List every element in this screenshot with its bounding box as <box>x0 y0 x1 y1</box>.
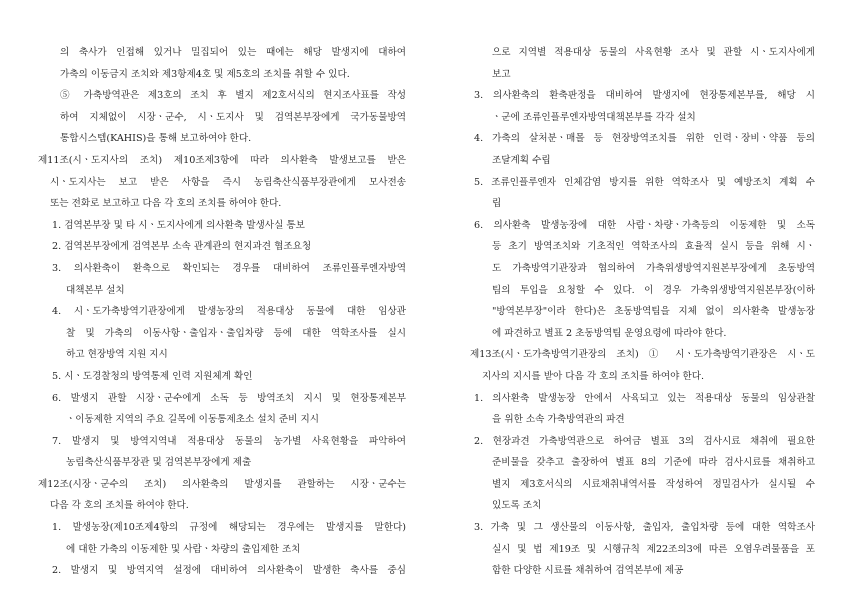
text-line: 3. 의사환축의 환축판정을 대비하여 발생지에 현장통제본부를, 해당 시 <box>474 90 815 102</box>
text-line: 다음 각 호의 조치를 하여야 한다. <box>50 500 189 512</box>
text-line: 가축의 이동금지 조치와 제3항제4호 및 제5호의 조치를 취할 수 있다. <box>60 68 350 80</box>
text-line: 대책본부 설치 <box>66 284 125 296</box>
text-line: 있도록 조치 <box>492 500 542 512</box>
text-line: 하고 현장방역 지원 지시 <box>66 349 168 361</box>
text-line: 4. 가축의 살처분ㆍ매몰 등 현장방역조치를 위한 인력ㆍ장비ㆍ약품 등의 <box>474 133 815 145</box>
text-line: 2. 검역본부장에게 검역본부 소속 관계관의 현지과견 협조요청 <box>52 241 312 253</box>
text-line: 또는 전화로 보고하고 다음 각 호의 조치를 하여야 한다. <box>50 198 282 210</box>
text-line: 통합시스템(KAHIS)을 통해 보고하여야 한다. <box>60 133 252 145</box>
text-line: 찰 및 가축의 이동사항ㆍ출입자ㆍ출입차량 등에 대한 역학조사를 실시 <box>66 327 406 339</box>
text-line: 농림축산식품부장관 및 검역본부장에게 제출 <box>66 457 252 469</box>
text-line: 도 가축방역기관장과 협의하여 가축위생방역지원본부장에게 초동방역 <box>492 262 815 274</box>
text-line: 조달계획 수립 <box>492 154 551 166</box>
text-line: 6. 의사환축 발생농장에 대한 사람ㆍ차량ㆍ가축등의 이동제한 및 소독 <box>474 219 815 231</box>
text-line: 5. 조류인플루엔자 인체감염 방지를 위한 역학조사 및 예방조치 계획 수 <box>474 176 815 188</box>
text-line: 제13조(시ㆍ도가축방역기관장의 조치) ① 시ㆍ도가축방역기관장은 시ㆍ도 <box>470 349 815 361</box>
text-line: 을 위한 소속 가축방역관의 파견 <box>492 414 625 426</box>
text-line: 2. 발생지 및 방역지역 설정에 대비하여 의사환축이 발생한 축사를 중심 <box>52 565 406 577</box>
text-line: 제11조(시ㆍ도지사의 조치) 제10조제3항에 따라 의사환축 발생보고를 받은 <box>38 154 406 166</box>
text-line: 2. 현장과견 가축방역관으로 하여금 별표 3의 검사시료 채취에 필요한 <box>474 435 815 447</box>
text-line: 1. 발생농장(제10조제4항의 규정에 해당되는 경우에는 발생지를 말한다) <box>52 522 406 534</box>
text-line: 6. 발생지 관할 시장ㆍ군수에게 소독 등 방역조치 지시 및 현장통제본부 <box>52 392 406 404</box>
text-line: 시ㆍ도지사는 보고 받은 사항을 즉시 농림축산식품부장관에게 모사전송 <box>50 176 406 188</box>
text-line: 의 축사가 인접해 있거나 밀집되어 있는 때에는 해당 발생지에 대하여 <box>60 47 406 58</box>
text-line: 보고 <box>492 68 511 80</box>
text-line: 4. 시ㆍ도가축방역기관장에게 발생농장의 적용대상 동물에 대한 임상관 <box>52 306 406 318</box>
text-line: 제12조(시장ㆍ군수의 조치) 의사환축의 발생지를 관할하는 시장ㆍ군수는 <box>38 478 406 490</box>
text-line: 에 대한 가축의 이동제한 및 사람ㆍ차량의 출입제한 조치 <box>66 543 301 555</box>
text-line: 립 <box>492 198 502 210</box>
text-line: 실시 및 법 제19조 및 시행규칙 제22조의3에 따른 오염우려물품을 포 <box>492 543 815 555</box>
text-line: 에 파견하고 별표 2 초동방역팀 운영요령에 따라야 한다. <box>492 327 727 339</box>
text-line: 1. 검역본부장 및 타 시ㆍ도지사에게 의사환축 발생사실 통보 <box>52 219 305 231</box>
text-line: 준비물을 갖추고 출장하여 별표 8의 기준에 따라 검사시료를 채취하고 <box>492 457 815 469</box>
right-column <box>470 42 815 582</box>
text-line: ㆍ군에 조류인플루엔자방역대책본부를 각각 설치 <box>492 111 696 123</box>
text-line: 지사의 지시를 받아 다음 각 호의 조치를 하여야 한다. <box>482 370 705 382</box>
text-line: ㆍ이동제한 지역의 주요 길목에 이동통제초소 설치 준비 지시 <box>66 414 320 426</box>
text-line: 으로 지역별 적용대상 동물의 사육현황 조사 및 관할 시ㆍ도지사에게 <box>492 47 815 58</box>
text-line: 팀의 투입을 요청할 수 있다. 이 경우 가축위생방역지원본부장(이하 <box>492 284 815 296</box>
text-line: ⑤ 가축방역관은 제3호의 조치 후 별지 제2호서식의 현지조사표를 작성 <box>60 90 406 102</box>
text-line: 함한 다양한 시료를 채취하여 검역본부에 제공 <box>492 565 684 577</box>
text-line: 3. 가축 및 그 생산물의 이동사항, 출입자, 출입차량 등에 대한 역학조사 <box>474 522 815 534</box>
text-line: 등 초기 방역조치와 기초적인 역학조사의 효율적 실시 등을 위해 시ㆍ <box>492 241 815 253</box>
text-line: 별지 제3호서식의 시료채취내역서를 작성하여 정밀검사가 실시될 수 <box>492 478 815 490</box>
text-line: 하여 지체없이 시장ㆍ군수, 시ㆍ도지사 및 검역본부장에게 국가동물방역 <box>60 111 406 123</box>
text-line: 3. 의사환축이 환축으로 확인되는 경우를 대비하여 조류인플루엔자방역 <box>52 262 406 274</box>
text-line: 5. 시ㆍ도경찰청의 방역통제 인력 지원체계 확인 <box>52 370 253 382</box>
left-column <box>38 42 406 582</box>
text-line: 1. 의사환축 발생농장 안에서 사육되고 있는 적용대상 동물의 임상관찰 <box>474 392 815 404</box>
text-line: 7. 발생지 및 방역지역내 적용대상 동물의 농가별 사육현황을 파악하여 <box>52 435 406 447</box>
text-line: "방역본부장"이라 한다)은 초동방역팀을 지체 없이 의사환축 발생농장 <box>492 306 815 318</box>
